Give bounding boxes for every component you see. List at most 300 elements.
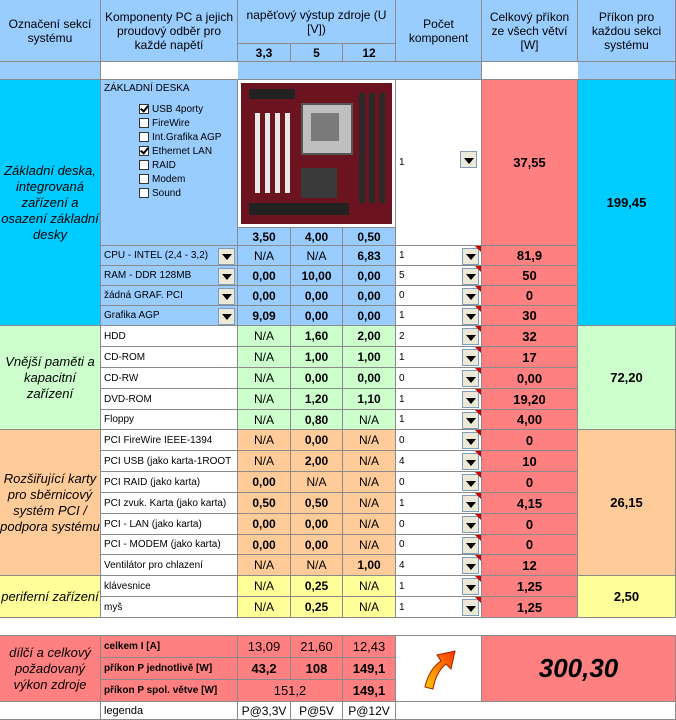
- count-select[interactable]: 4: [399, 455, 405, 467]
- spacer-cell: [238, 62, 482, 80]
- mb-v5: 4,00: [291, 228, 343, 246]
- row-total: 1,25: [516, 578, 543, 594]
- spacer-cell: [0, 62, 101, 80]
- count-cell[interactable]: [396, 368, 482, 389]
- current-value: 1,20: [304, 392, 329, 406]
- row-total: 81,9: [516, 248, 543, 263]
- voltage-v33-cell: [238, 451, 291, 472]
- section-label-storage: Vnější paměti a kapacitní zařízení: [0, 326, 101, 430]
- comment-indicator-icon: [475, 286, 481, 292]
- component-name: Ventilátor pro chlazení: [104, 559, 203, 571]
- count-select[interactable]: 4: [399, 559, 405, 571]
- comment-indicator-icon: [475, 597, 481, 603]
- count-cell[interactable]: [396, 597, 482, 618]
- voltage-v5-cell: [291, 514, 343, 535]
- voltage-v5-cell: [291, 326, 343, 347]
- motherboard-option[interactable]: [139, 116, 237, 130]
- voltage-v5-cell: [291, 535, 343, 555]
- current-value: 1,00: [304, 350, 329, 364]
- voltage-v12-cell: [343, 597, 396, 618]
- spacer-cell: [578, 62, 676, 80]
- current-value: N/A: [253, 248, 274, 263]
- component-name: CD-RW: [104, 372, 139, 384]
- component-name-cell: [101, 555, 238, 576]
- current-value: N/A: [253, 579, 274, 593]
- checkbox-icon[interactable]: [139, 174, 149, 184]
- section-power-pci: 26,15: [578, 430, 676, 576]
- voltage-v5-cell: [291, 266, 343, 286]
- voltage-v12-cell: [343, 472, 396, 493]
- summary-current-v33: 13,09: [238, 636, 291, 658]
- component-name[interactable]: RAM - DDR 128MB: [104, 270, 192, 281]
- header-total-label: Celkový příkon ze všech větví [W]: [489, 9, 570, 52]
- comment-indicator-icon: [475, 514, 481, 520]
- voltage-v5-cell: [291, 597, 343, 618]
- row-total: 19,20: [513, 391, 546, 407]
- voltage-v5-cell: [291, 410, 343, 430]
- voltage-v33-cell: [238, 597, 291, 618]
- header-v5: 5: [291, 44, 343, 62]
- component-name-cell: [101, 514, 238, 535]
- count-cell[interactable]: [396, 266, 482, 286]
- comment-indicator-icon: [475, 410, 481, 416]
- arrow-up-right-icon: [419, 647, 459, 691]
- header-total: [482, 0, 578, 62]
- voltage-v12-cell: [343, 555, 396, 576]
- current-value: 1,60: [304, 329, 329, 343]
- count-select[interactable]: 1: [399, 310, 405, 321]
- section-power-storage: 72,20: [578, 326, 676, 430]
- component-name-cell[interactable]: [101, 246, 238, 266]
- component-name: myš: [104, 601, 123, 613]
- count-select[interactable]: 0: [399, 476, 405, 488]
- voltage-v5-cell: [291, 576, 343, 597]
- section-label-summary: dílčí a celkový požadovaný výkon zdroje: [0, 636, 101, 702]
- comment-indicator-icon: [475, 555, 481, 561]
- count-select[interactable]: 1: [399, 601, 405, 613]
- current-value: 0,00: [252, 537, 276, 552]
- mb-total: 37,55: [482, 80, 578, 246]
- motherboard-option-label: Ethernet LAN: [152, 145, 213, 157]
- voltage-v33-cell: [238, 306, 291, 326]
- summary-arrow-cell: [396, 636, 482, 702]
- mb-v12: 0,50: [343, 228, 396, 246]
- grand-total-cell: [482, 636, 676, 702]
- component-name: PCI RAID (jako karta): [104, 476, 201, 488]
- current-value: 0,00: [357, 268, 381, 283]
- count-select[interactable]: 2: [399, 330, 405, 342]
- count-cell[interactable]: [396, 514, 482, 535]
- count-cell[interactable]: [396, 430, 482, 451]
- voltage-v5-cell: [291, 430, 343, 451]
- current-value: 0,25: [304, 600, 329, 614]
- current-value: 0,00: [252, 517, 276, 531]
- count-select[interactable]: 1: [399, 393, 405, 405]
- row-total: 0: [525, 474, 534, 490]
- current-value: 1,00: [357, 350, 381, 364]
- voltage-v12-cell: [343, 266, 396, 286]
- current-value: 1,10: [357, 392, 381, 406]
- voltage-v33-cell: [238, 246, 291, 266]
- row-total: 4,00: [516, 412, 543, 427]
- header-section-label: Označení sekcí systému: [8, 16, 92, 45]
- count-select[interactable]: 1: [399, 250, 405, 261]
- count-cell[interactable]: [396, 493, 482, 514]
- motherboard-option-label: FireWire: [152, 117, 190, 129]
- current-value: N/A: [306, 558, 327, 572]
- comment-indicator-icon: [475, 368, 481, 374]
- count-select[interactable]: 0: [399, 539, 405, 550]
- voltage-v33-cell: [238, 472, 291, 493]
- count-select[interactable]: 0: [399, 290, 405, 301]
- motherboard-option-label: Sound: [152, 187, 181, 199]
- motherboard-panel: [101, 80, 238, 246]
- voltage-v33-cell: [238, 266, 291, 286]
- row-total-cell: [482, 286, 578, 306]
- component-name: CD-ROM: [104, 351, 146, 363]
- current-value: N/A: [358, 412, 379, 427]
- voltage-v12-cell: [343, 514, 396, 535]
- checkbox-icon[interactable]: [139, 118, 149, 128]
- row-total: 32: [522, 328, 537, 344]
- current-value: N/A: [253, 600, 274, 614]
- row-total-cell: [482, 493, 578, 514]
- current-value: 0,00: [304, 537, 329, 552]
- count-select[interactable]: 0: [399, 372, 405, 384]
- voltage-v12-cell: [343, 246, 396, 266]
- voltage-v33-cell: [238, 410, 291, 430]
- section-label-board: Základní deska, integrovaná zařízení a osazení základní desky: [0, 80, 101, 326]
- current-value: N/A: [358, 454, 379, 468]
- voltage-v33-cell: [238, 576, 291, 597]
- voltage-v33-cell: [238, 347, 291, 368]
- current-value: 1,00: [357, 558, 381, 572]
- legend-label: legenda: [101, 702, 238, 720]
- motherboard-option-label: Int.Grafika AGP: [152, 131, 222, 143]
- mb-v33: 3,50: [238, 228, 291, 246]
- motherboard-option[interactable]: [139, 172, 237, 186]
- row-total: 0: [525, 288, 534, 303]
- voltage-v33-cell: [238, 535, 291, 555]
- component-name-cell: [101, 472, 238, 493]
- row-total: 0: [525, 432, 534, 448]
- row-total-cell: [482, 451, 578, 472]
- voltage-v12-cell: [343, 347, 396, 368]
- component-name-cell: [101, 430, 238, 451]
- current-value: 0,00: [304, 371, 329, 385]
- count-select[interactable]: 1: [399, 414, 405, 425]
- row-total: 0: [525, 537, 534, 552]
- current-value: 0,00: [252, 475, 276, 489]
- voltage-v5-cell: [291, 472, 343, 493]
- motherboard-image-cell: [238, 80, 396, 228]
- voltage-v12-cell: [343, 451, 396, 472]
- voltage-v12-cell: [343, 326, 396, 347]
- current-value: 0,50: [252, 496, 276, 510]
- component-name-cell: [101, 535, 238, 555]
- header-voltage: [238, 0, 396, 44]
- row-total: 0,00: [516, 370, 543, 386]
- motherboard-option[interactable]: [139, 186, 237, 200]
- comment-indicator-icon: [475, 389, 481, 395]
- voltage-v5-cell: [291, 246, 343, 266]
- row-total: 12: [522, 557, 537, 573]
- row-total-cell: [482, 472, 578, 493]
- section-power-board: 199,45: [578, 80, 676, 326]
- voltage-v12-cell: [343, 389, 396, 410]
- voltage-v5-cell: [291, 451, 343, 472]
- gap-row: [0, 618, 676, 636]
- header-section: [0, 0, 101, 62]
- current-value: N/A: [358, 475, 379, 489]
- header-count-label: Počet komponent: [408, 16, 469, 45]
- count-cell[interactable]: [396, 555, 482, 576]
- count-select[interactable]: 1: [399, 497, 405, 509]
- voltage-v33-cell: [238, 493, 291, 514]
- current-value: 2,00: [304, 454, 329, 468]
- voltage-v5-cell: [291, 347, 343, 368]
- count-cell[interactable]: [396, 410, 482, 430]
- component-name: PCI USB (jako karta-1ROOT: [104, 455, 232, 467]
- row-total: 30: [522, 308, 537, 323]
- header-count: [396, 0, 482, 62]
- motherboard-image: [241, 83, 392, 224]
- mb-count-dropdown-icon[interactable]: [460, 151, 477, 168]
- row-total: 17: [522, 349, 537, 365]
- current-value: 0,00: [304, 308, 329, 323]
- component-name-cell[interactable]: [101, 286, 238, 306]
- current-value: 0,00: [304, 517, 329, 531]
- motherboard-option-label: USB 4porty: [152, 103, 204, 115]
- current-value: 0,00: [304, 288, 329, 303]
- component-name-cell: [101, 326, 238, 347]
- component-name: PCI - LAN (jako karta): [104, 518, 202, 530]
- comment-indicator-icon: [475, 493, 481, 499]
- comment-indicator-icon: [475, 266, 481, 272]
- mb-count-select[interactable]: 1: [399, 157, 405, 168]
- row-total-cell: [482, 389, 578, 410]
- row-total-cell: [482, 246, 578, 266]
- comment-indicator-icon: [475, 472, 481, 478]
- current-value: N/A: [253, 433, 274, 447]
- comment-indicator-icon: [475, 576, 481, 582]
- row-total-cell: [482, 347, 578, 368]
- count-cell[interactable]: [396, 246, 482, 266]
- current-value: 0,00: [252, 288, 276, 303]
- current-value: 2,00: [357, 329, 381, 343]
- voltage-v5-cell: [291, 493, 343, 514]
- count-cell[interactable]: [396, 326, 482, 347]
- component-name[interactable]: CPU - INTEL (2,4 - 3,2): [104, 250, 209, 261]
- summary-power-v33: 43,2: [238, 658, 291, 680]
- component-name: Floppy: [104, 414, 135, 425]
- voltage-v12-cell: [343, 430, 396, 451]
- mb-count-cell: [396, 80, 482, 246]
- component-name-cell: [101, 347, 238, 368]
- component-name-cell: [101, 368, 238, 389]
- current-value: 10,00: [301, 268, 332, 283]
- current-value: N/A: [306, 248, 327, 263]
- voltage-v12-cell: [343, 286, 396, 306]
- motherboard-option[interactable]: [139, 102, 237, 116]
- current-value: N/A: [306, 475, 327, 489]
- current-value: 0,25: [304, 579, 329, 593]
- summary-power-v5: 108: [291, 658, 343, 680]
- component-name[interactable]: Grafika AGP: [104, 310, 160, 321]
- header-v33: 3,3: [238, 44, 291, 62]
- summary-branch-v335: 151,2: [238, 680, 343, 702]
- comment-indicator-icon: [475, 306, 481, 312]
- component-name-cell[interactable]: [101, 306, 238, 326]
- count-cell[interactable]: [396, 535, 482, 555]
- voltage-v12-cell: [343, 535, 396, 555]
- voltage-v5-cell: [291, 286, 343, 306]
- count-cell[interactable]: [396, 306, 482, 326]
- section-label-peripheral: periferní zařízení: [0, 576, 101, 618]
- legend-v33: P@3,3V: [238, 702, 291, 720]
- current-value: 0,00: [304, 433, 329, 447]
- comment-indicator-icon: [475, 326, 481, 332]
- component-name-cell: [101, 493, 238, 514]
- component-name: PCI zvuk. Karta (jako karta): [104, 497, 227, 509]
- current-value: N/A: [358, 600, 379, 614]
- voltage-v33-cell: [238, 389, 291, 410]
- voltage-v33-cell: [238, 368, 291, 389]
- current-value: N/A: [253, 371, 274, 385]
- count-select[interactable]: 0: [399, 434, 405, 446]
- voltage-v33-cell: [238, 430, 291, 451]
- current-value: 9,09: [252, 308, 276, 323]
- motherboard-option[interactable]: [139, 158, 237, 172]
- component-name-cell: [101, 451, 238, 472]
- comment-indicator-icon: [475, 347, 481, 353]
- comment-indicator-icon: [475, 246, 481, 252]
- row-total-cell: [482, 368, 578, 389]
- summary-current-label: celkem I [A]: [101, 636, 238, 658]
- section-label-pci: Rozšiřující karty pro sběrnicový systém PCI / podpora systému: [0, 430, 101, 576]
- current-value: 6,83: [357, 248, 381, 263]
- component-name: PCI - MODEM (jako karta): [104, 539, 221, 550]
- component-name[interactable]: žádná GRAF. PCI: [104, 290, 183, 301]
- checkbox-icon[interactable]: [139, 160, 149, 170]
- comment-indicator-icon: [475, 430, 481, 436]
- motherboard-option-label: Modem: [152, 173, 186, 185]
- checkbox-icon[interactable]: [139, 132, 149, 142]
- checkbox-icon[interactable]: [139, 188, 149, 198]
- header-v12: 12: [343, 44, 396, 62]
- count-cell[interactable]: [396, 451, 482, 472]
- current-value: N/A: [253, 558, 274, 572]
- current-value: N/A: [253, 392, 274, 406]
- row-total: 4,15: [516, 495, 543, 511]
- count-cell[interactable]: [396, 286, 482, 306]
- count-cell[interactable]: [396, 347, 482, 368]
- legend-v12: P@12V: [343, 702, 396, 720]
- component-name-cell: [101, 389, 238, 410]
- motherboard-label: ZÁKLADNÍ DESKA: [104, 83, 190, 94]
- row-total-cell: [482, 266, 578, 286]
- component-dropdown-icon[interactable]: [218, 288, 235, 305]
- voltage-v33-cell: [238, 286, 291, 306]
- checkbox-checked-icon[interactable]: [139, 104, 149, 114]
- checkbox-checked-icon[interactable]: [139, 146, 149, 156]
- summary-current-v12: 12,43: [343, 636, 396, 658]
- component-name: PCI FireWire IEEE-1394: [104, 434, 213, 446]
- row-total: 0: [525, 516, 534, 532]
- component-name-cell: [101, 576, 238, 597]
- voltage-v12-cell: [343, 368, 396, 389]
- current-value: N/A: [253, 329, 274, 343]
- component-dropdown-icon[interactable]: [218, 308, 235, 325]
- component-name-cell: [101, 410, 238, 430]
- count-select[interactable]: 5: [399, 270, 405, 281]
- current-value: 0,00: [252, 268, 276, 283]
- component-name: klávesnice: [104, 580, 151, 592]
- row-total-cell: [482, 306, 578, 326]
- grand-total: 300,30: [538, 653, 619, 683]
- count-select[interactable]: 0: [399, 518, 405, 530]
- count-cell[interactable]: [396, 472, 482, 493]
- count-select[interactable]: 1: [399, 351, 405, 363]
- count-select[interactable]: 1: [399, 580, 405, 592]
- component-name-cell[interactable]: [101, 266, 238, 286]
- voltage-v12-cell: [343, 576, 396, 597]
- section-power-peripheral: 2,50: [578, 576, 676, 618]
- summary-power-label: příkon P jednotlivě [W]: [101, 658, 238, 680]
- component-dropdown-icon[interactable]: [218, 268, 235, 285]
- current-value: 0,50: [304, 496, 329, 510]
- legend-rest: [396, 702, 676, 720]
- row-total-cell: [482, 430, 578, 451]
- row-total-cell: [482, 410, 578, 430]
- current-value: N/A: [253, 412, 274, 427]
- current-value: N/A: [358, 517, 379, 531]
- row-total-cell: [482, 326, 578, 347]
- count-cell[interactable]: [396, 389, 482, 410]
- summary-branch-v12: 149,1: [343, 680, 396, 702]
- voltage-v5-cell: [291, 389, 343, 410]
- current-value: N/A: [253, 454, 274, 468]
- current-value: 0,00: [357, 308, 381, 323]
- voltage-v5-cell: [291, 306, 343, 326]
- voltage-v12-cell: [343, 410, 396, 430]
- header-components: [101, 0, 238, 62]
- header-components-label: Komponenty PC a jejich proudový odběr pro každé napětí: [104, 9, 234, 52]
- summary-current-v5: 21,60: [291, 636, 343, 658]
- motherboard-option[interactable]: [139, 144, 237, 158]
- voltage-v5-cell: [291, 368, 343, 389]
- component-name: DVD-ROM: [104, 393, 152, 405]
- motherboard-option-label: RAID: [152, 159, 176, 171]
- row-total-cell: [482, 597, 578, 618]
- motherboard-option[interactable]: [139, 130, 237, 144]
- voltage-v12-cell: [343, 493, 396, 514]
- summary-power-v12: 149,1: [343, 658, 396, 680]
- current-value: N/A: [358, 496, 379, 510]
- current-value: 0,00: [357, 371, 381, 385]
- row-total: 50: [522, 268, 537, 283]
- current-value: N/A: [358, 433, 379, 447]
- component-dropdown-icon[interactable]: [218, 248, 235, 265]
- component-name: HDD: [104, 330, 126, 342]
- motherboard-options: [104, 102, 237, 200]
- current-value: N/A: [358, 537, 379, 552]
- summary-branch-label: příkon P spol. větve [W]: [101, 680, 238, 702]
- count-cell[interactable]: [396, 576, 482, 597]
- row-total-cell: [482, 535, 578, 555]
- comment-indicator-icon: [475, 535, 481, 541]
- voltage-v33-cell: [238, 555, 291, 576]
